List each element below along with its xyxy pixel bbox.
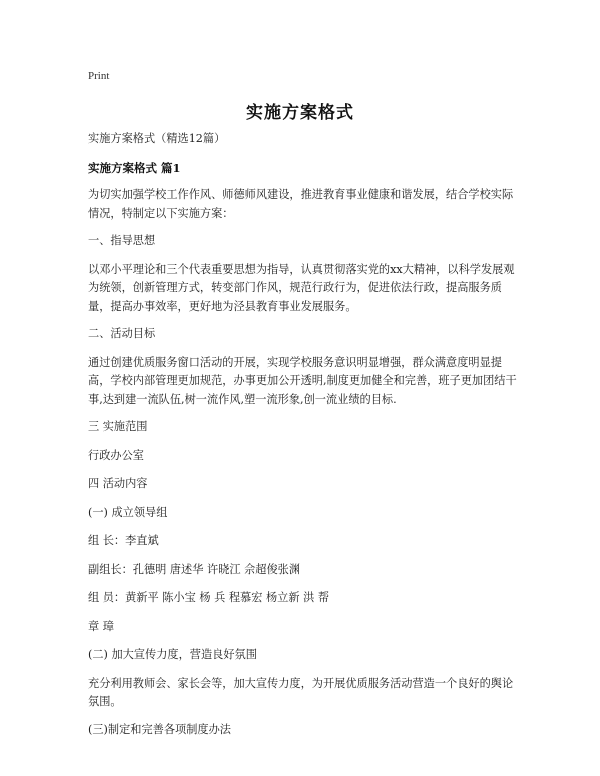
guiding-heading: 一、指导思想 bbox=[88, 234, 156, 247]
print-label[interactable]: Print bbox=[88, 70, 110, 82]
charter-line: 章 璋 bbox=[88, 619, 114, 633]
item1-heading: (一) 成立领导组 bbox=[88, 505, 168, 519]
scope-text: 行政办公室 bbox=[88, 448, 144, 462]
goal-paragraph: 通过创建优质服务窗口活动的开展，实现学校服务意识明显增强，群众满意度明显提高，学校内部管理更加规范，办事更加公开透明,制度更加健全和完善，班子更加团结干事,达到建一流队伍,树一流作风,塑一流形象,创一流业绩的目标. bbox=[88, 355, 517, 406]
item2-paragraph: 充分利用教师会、家长会等，加大宣传力度，为开展优质服务活动营造一个良好的舆论氛围。 bbox=[88, 676, 514, 708]
vice-leaders-line: 副组长：孔德明 唐述华 许晓江 佘超俊张渊 bbox=[88, 562, 301, 576]
document-subtitle: 实施方案格式（精选12篇） bbox=[88, 132, 226, 145]
section-heading: 实施方案格式 篇1 bbox=[88, 160, 181, 175]
intro-paragraph: 为切实加强学校工作作风、师德师风建设，推进教育事业健康和谐发展，结合学校实际情况，特制定以下实施方案： bbox=[88, 188, 514, 220]
guiding-paragraph: 以邓小平理论和三个代表重要思想为指导，认真贯彻落实党的xx大精神，以科学发展观为统领，创新管理方式，转变部门作风，规范行政行为，促进依法行政，提高服务质量，提高办事效率，更好地为泾县教育事业发展服务。 bbox=[88, 262, 515, 313]
document-title: 实施方案格式 bbox=[246, 103, 354, 123]
document-body bbox=[88, 130, 518, 749]
item3-heading: (三)制定和完善各项制度办法 bbox=[88, 722, 231, 736]
item2-heading: (二) 加大宣传力度，营造良好氛围 bbox=[88, 648, 257, 661]
scope-heading: 三 实施范围 bbox=[88, 420, 148, 433]
members-line: 组 员：黄新平 陈小宝 杨 兵 程慕宏 杨立新 洪 帮 bbox=[88, 591, 330, 604]
content-heading: 四 活动内容 bbox=[88, 477, 148, 490]
leader-line: 组 长：李直斌 bbox=[88, 534, 159, 547]
goal-heading: 二、活动目标 bbox=[88, 327, 156, 340]
